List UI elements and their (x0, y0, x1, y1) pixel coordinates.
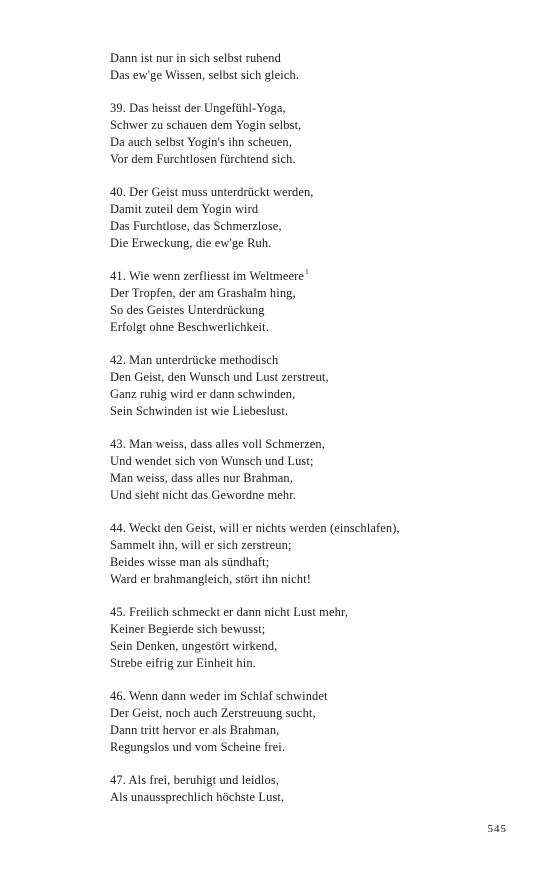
verse-line: Man weiss, dass alles nur Brahman, (110, 470, 294, 485)
stanza (110, 688, 530, 755)
verse-line: 43. Man weiss, dass alles voll Schmerzen, (110, 437, 326, 452)
verse-line: Ganz ruhig wird er dann schwinden, (110, 386, 296, 401)
stanza (110, 184, 530, 251)
verse-line: Dann tritt hervor er als Brahman, (110, 722, 280, 737)
verse-line: Ward er brahmangleich, stört ihn nicht! (110, 571, 311, 586)
verse-line: Das Furchtlose, das Schmerzlose, (110, 218, 282, 233)
verse-line: Sein Denken, ungestört wirkend, (110, 638, 278, 653)
verse-line: Und wendet sich von Wunsch und Lust; (110, 454, 314, 469)
verse-line: Sein Schwinden ist wie Liebeslust. (110, 403, 289, 418)
footnote-marker[interactable]: 1 (305, 268, 309, 277)
verse-line: 44. Weckt den Geist, will er nichts werden (einschlafen), (110, 521, 400, 536)
verse-line: Erfolgt ohne Beschwerlichkeit. (110, 319, 269, 334)
verse-line: Sammelt ihn, will er sich zerstreun; (110, 538, 292, 553)
verse-line: Den Geist, den Wunsch und Lust zerstreut, (110, 370, 329, 385)
verse-line: Schwer zu schauen dem Yogin selbst, (110, 118, 302, 133)
verse-line: Beides wisse man als sündhaft; (110, 554, 270, 569)
verse-line: Der Geist, noch auch Zerstreuung sucht, (110, 706, 316, 721)
stanza (110, 436, 530, 503)
stanza (110, 50, 530, 84)
verse-line: 46. Wenn dann weder im Schlaf schwindet (110, 689, 328, 704)
verse-line: 47. Als frei, beruhigt und leidlos, (110, 773, 280, 788)
page-number: 545 (487, 823, 507, 835)
verse-text (110, 50, 530, 823)
verse-line: 40. Der Geist muss unterdrückt werden, (110, 185, 314, 200)
verse-line: Keiner Begierde sich bewusst; (110, 622, 266, 637)
verse-line: 45. Freilich schmeckt er dann nicht Lust mehr, (110, 605, 348, 620)
verse-line: Damit zuteil dem Yogin wird (110, 202, 259, 217)
verse-line-text: 41. Wie wenn zerfliesst im Weltmeere (110, 269, 305, 284)
verse-line: 42. Man unterdrücke methodisch (110, 353, 279, 368)
stanza (110, 268, 530, 335)
verse-line-with-footnote (110, 268, 530, 285)
verse-line: Und sieht nicht das Gewordne mehr. (110, 487, 297, 502)
verse-line: Da auch selbst Yogin's ihn scheuen, (110, 134, 292, 149)
verse-line: So des Geistes Unterdrückung (110, 302, 265, 317)
stanza (110, 520, 530, 587)
verse-line: Dann ist nur in sich selbst ruhend (110, 51, 281, 65)
verse-line: Der Tropfen, der am Grashalm hing, (110, 286, 296, 301)
verse-line: Strebe eifrig zur Einheit hin. (110, 655, 256, 670)
stanza (110, 604, 530, 671)
verse-line: Als unaussprechlich höchste Lust, (110, 790, 285, 805)
stanza (110, 772, 530, 806)
verse-line: Vor dem Furchtlosen fürchtend sich. (110, 151, 296, 166)
verse-line: Die Erweckung, die ew'ge Ruh. (110, 235, 272, 250)
stanza (110, 100, 530, 167)
verse-line: Das ew'ge Wissen, selbst sich gleich. (110, 67, 300, 82)
verse-line: Regungslos und vom Scheine frei. (110, 739, 286, 754)
verse-line: 39. Das heisst der Ungefühl-Yoga, (110, 101, 286, 116)
stanza (110, 352, 530, 419)
